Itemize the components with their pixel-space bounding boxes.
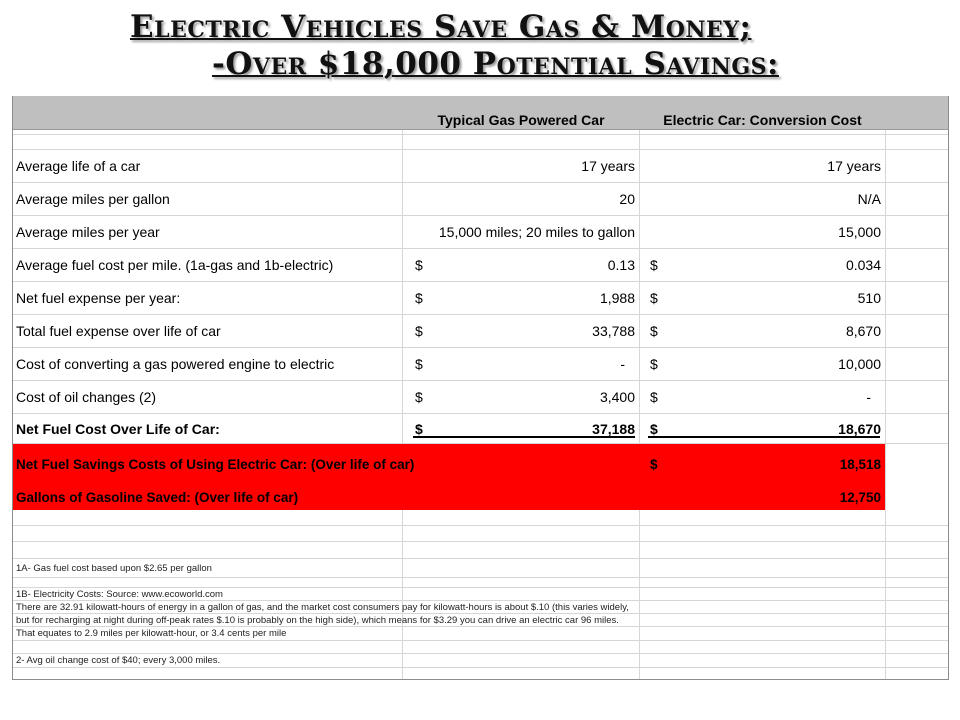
row-label: Cost of converting a gas powered engine to electric — [16, 356, 335, 372]
blank-row — [13, 578, 948, 588]
note-row — [13, 614, 948, 627]
slide-title-line1: Electric Vehicles Save Gas & Money; — [130, 9, 752, 45]
electric-dollar-sign: $ — [650, 290, 658, 306]
electric-value: - — [866, 389, 871, 405]
row-label: Net fuel expense per year: — [16, 290, 181, 306]
electric-value: N/A — [857, 191, 881, 207]
blank-row — [13, 510, 948, 526]
note-electricity-source: 1B- Electricity Costs: Source: www.ecoworld.com — [16, 588, 223, 600]
electric-dollar-sign: $ — [650, 420, 658, 437]
row-label: Average life of a car — [16, 158, 141, 174]
table-row-savings[interactable] — [13, 444, 885, 484]
note-row — [13, 588, 948, 601]
blank-row — [13, 542, 948, 559]
note-row — [13, 559, 948, 578]
blank-row — [13, 641, 948, 654]
table-row-fuel-per-year[interactable] — [13, 282, 948, 315]
spreadsheet-table — [12, 96, 949, 680]
slide-title-line2: -Over $18,000 Potential Savings: — [212, 46, 779, 82]
savings-highlight — [13, 444, 885, 510]
gas-value: 20 — [619, 191, 635, 207]
electric-dollar-sign: $ — [650, 257, 658, 273]
savings-label: Net Fuel Savings Costs of Using Electric Car: (Over life of car) — [16, 456, 415, 472]
note-gas-cost: 1A- Gas fuel cost based upon $2.65 per gallon — [16, 562, 212, 574]
column-header-row — [13, 105, 948, 135]
gas-value: 3,400 — [599, 389, 635, 405]
column-header-gas: Typical Gas Powered Car — [437, 111, 605, 128]
table-row-conversion[interactable] — [13, 348, 948, 381]
note-row — [13, 601, 948, 614]
gallons-value: 12,750 — [839, 489, 881, 505]
note-kwh-line3: That equates to 2.9 miles per kilowatt-hour, or 3.4 cents per mile — [16, 628, 287, 639]
electric-value: 18,670 — [838, 420, 881, 437]
note-oil-change: 2- Avg oil change cost of $40; every 3,000 miles. — [16, 655, 221, 666]
savings-value: 18,518 — [839, 456, 881, 472]
row-label: Average miles per year — [16, 224, 160, 240]
table-row-mpg[interactable] — [13, 183, 948, 216]
electric-dollar-sign: $ — [650, 323, 658, 339]
gallons-label: Gallons of Gasoline Saved: (Over life of car) — [16, 489, 299, 505]
row-label: Total fuel expense over life of car — [16, 323, 221, 339]
note-row — [13, 627, 948, 641]
gas-dollar-sign: $ — [415, 420, 423, 437]
electric-dollar-sign: $ — [650, 356, 658, 372]
gas-dollar-sign: $ — [415, 290, 423, 306]
gas-dollar-sign: $ — [415, 389, 423, 405]
note-row — [13, 654, 948, 668]
electric-dollar-sign: $ — [650, 389, 658, 405]
electric-value: 8,670 — [845, 323, 881, 339]
gas-value: 17 years — [581, 158, 635, 174]
gas-value: 37,188 — [592, 420, 635, 437]
gas-dollar-sign: $ — [415, 356, 423, 372]
note-kwh-line1: There are 32.91 kilowatt-hours of energy in a gallon of gas, and the market cost consumers pay for kilowatt-hours is about $.10 (this varies widely, — [16, 601, 629, 613]
gas-value: 0.13 — [607, 257, 635, 273]
electric-value: 510 — [857, 290, 881, 306]
row-label: Average fuel cost per mile. (1a-gas and 1b-electric) — [16, 257, 334, 273]
savings-dollar-sign: $ — [650, 456, 658, 472]
table-row-fuel-life[interactable] — [13, 315, 948, 348]
gas-dollar-sign: $ — [415, 257, 423, 273]
blank-row — [13, 135, 948, 150]
note-kwh-line2: but for recharging at night during off-peak rates $.10 is probably on the high side), which means for $3.29 you can drive an electric car 96 miles. — [16, 614, 619, 626]
column-header-electric: Electric Car: Conversion Cost — [663, 111, 862, 128]
table-row-gallons[interactable] — [13, 484, 885, 510]
blank-row — [13, 526, 948, 542]
table-row-oil[interactable] — [13, 381, 948, 414]
row-label: Average miles per gallon — [16, 191, 170, 207]
electric-value: 0.034 — [845, 257, 881, 273]
gas-value: - — [620, 356, 625, 372]
table-row-life[interactable] — [13, 150, 948, 183]
table-row-miles-per-year[interactable] — [13, 216, 948, 249]
gas-dollar-sign: $ — [415, 323, 423, 339]
electric-value: 15,000 — [838, 224, 881, 240]
gas-value: 33,788 — [592, 323, 635, 339]
electric-value: 17 years — [827, 158, 881, 174]
gas-value: 1,988 — [599, 290, 635, 306]
row-label: Cost of oil changes (2) — [16, 389, 157, 405]
table-row-net-cost[interactable] — [13, 414, 948, 444]
electric-value: 10,000 — [838, 356, 881, 372]
gas-value: 15,000 miles; 20 miles to gallon — [438, 224, 635, 240]
row-label: Net Fuel Cost Over Life of Car: — [16, 420, 220, 437]
table-row-cost-per-mile[interactable] — [13, 249, 948, 282]
